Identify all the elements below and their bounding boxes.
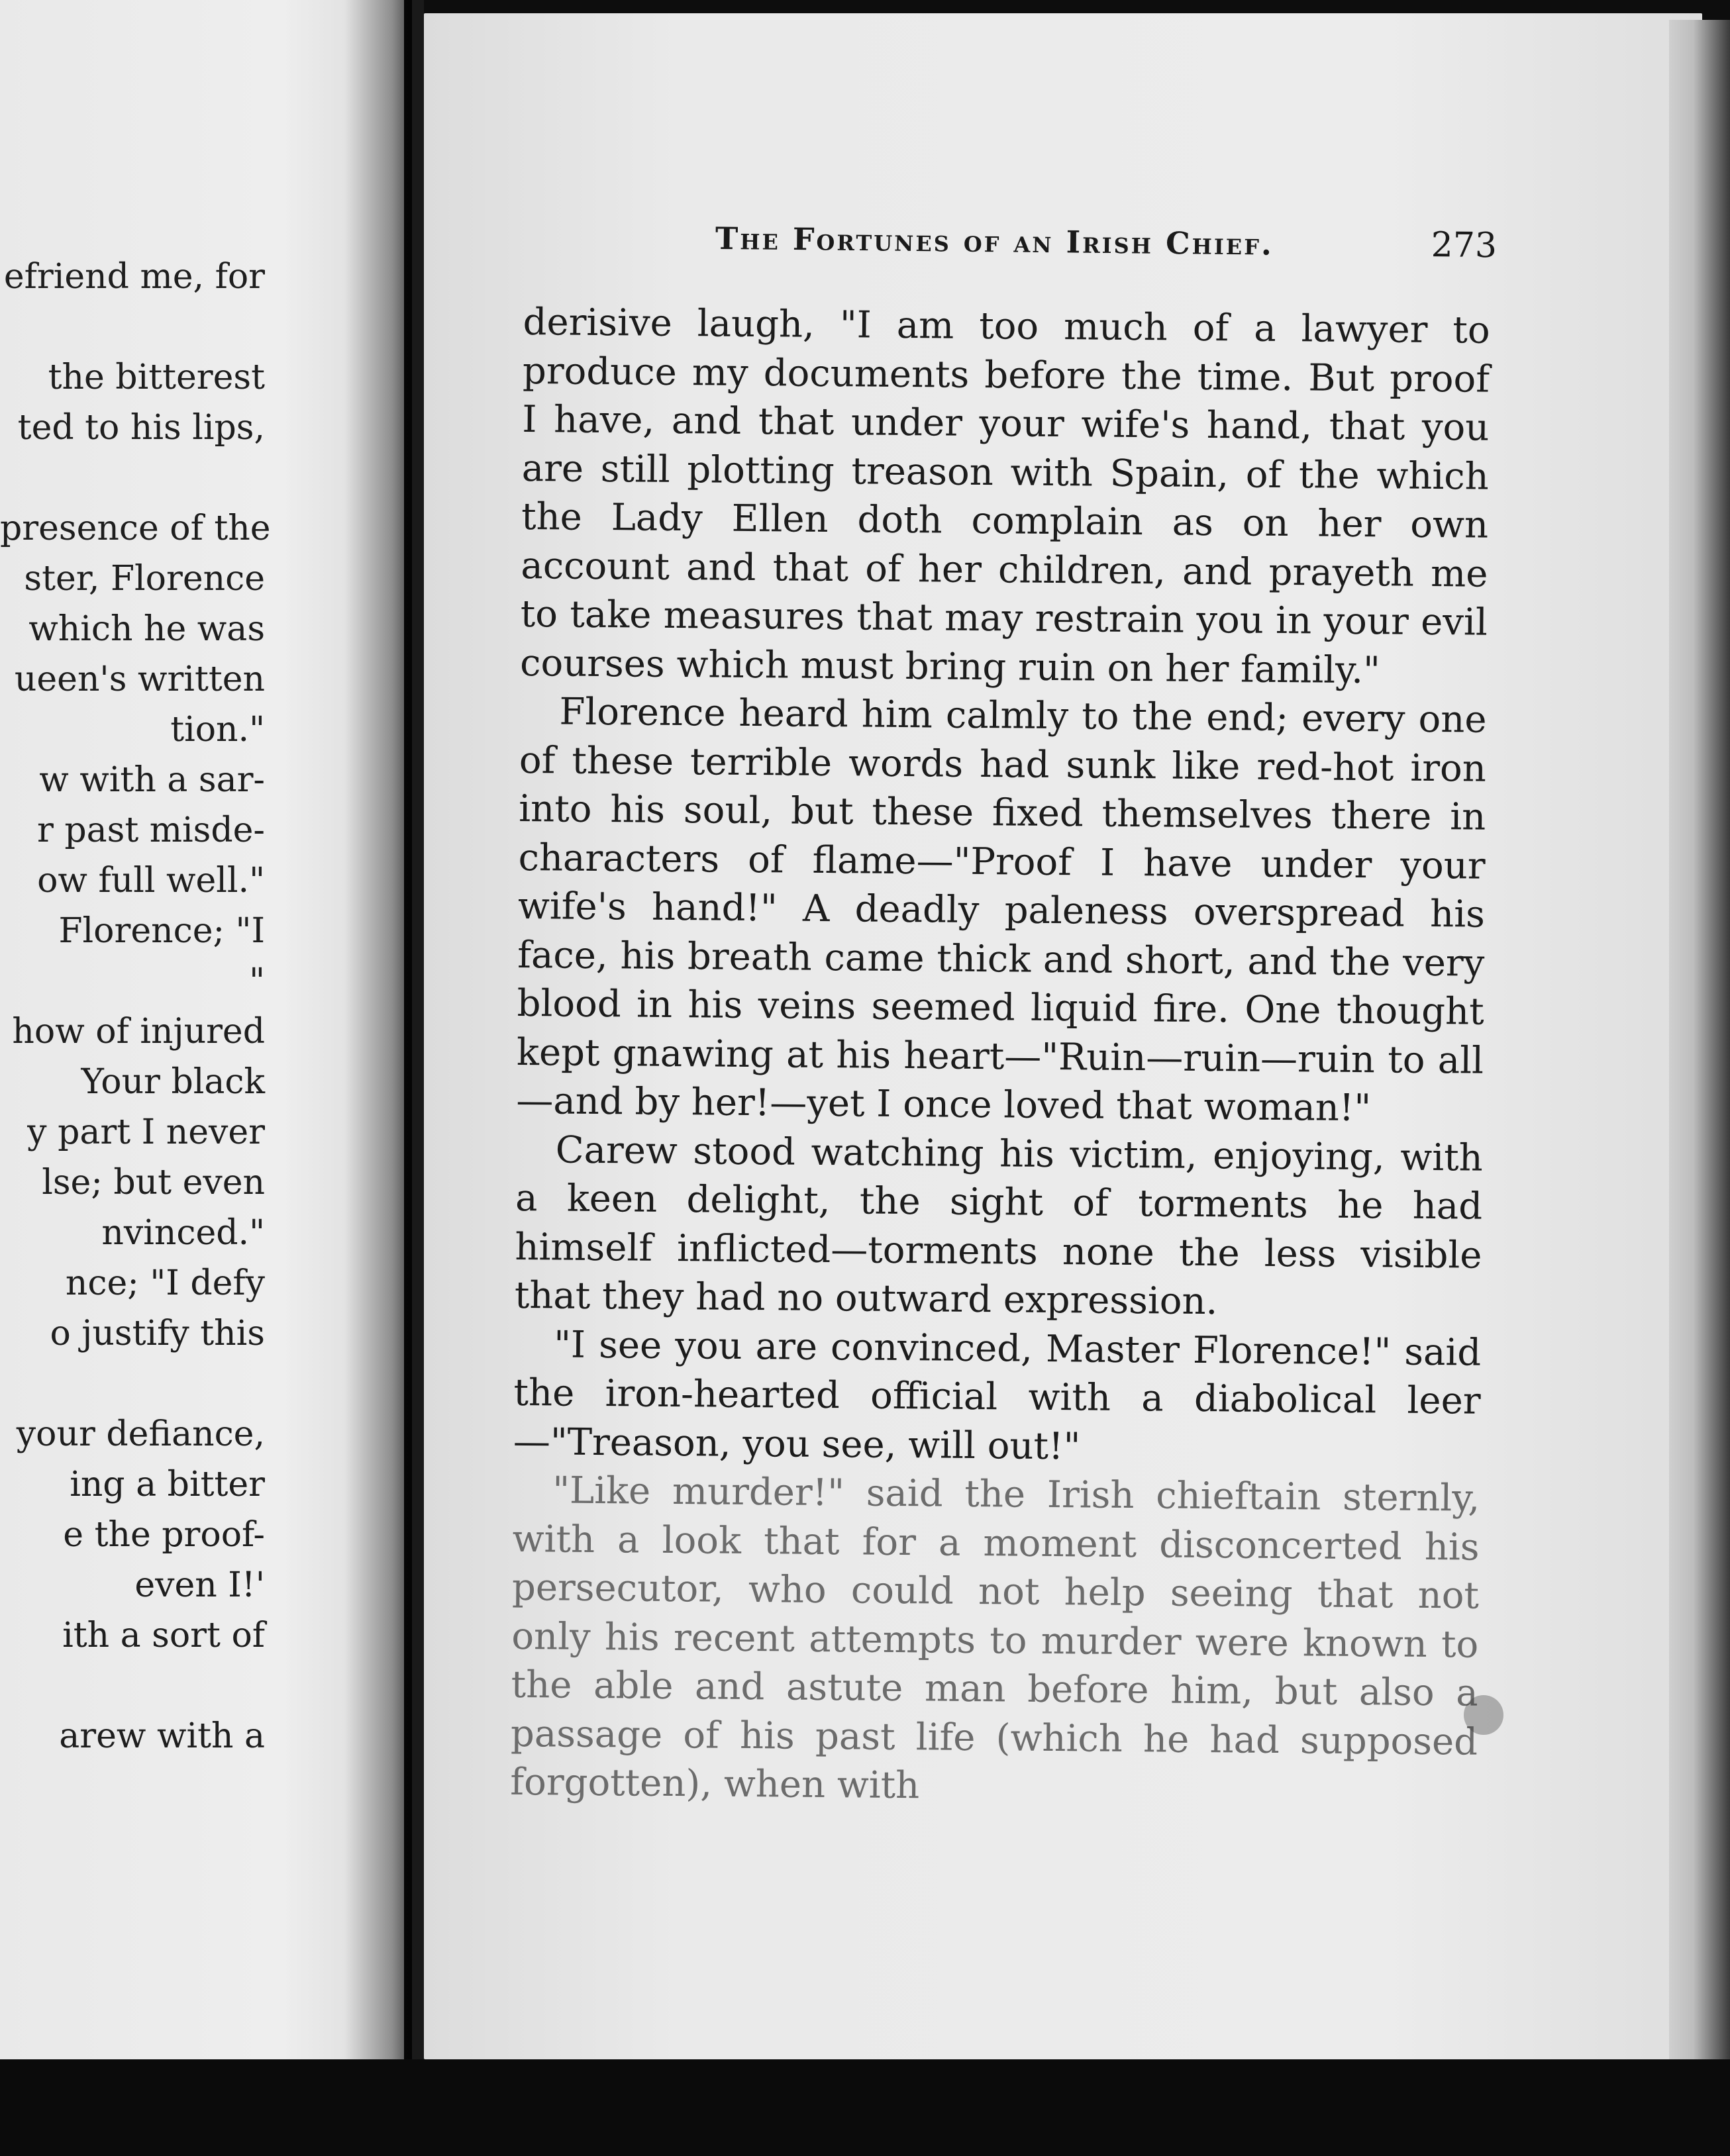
paragraph: "I see you are convinced, Master Florence!" said the iron-hearted official with a diabolical leer—"Treason, you see, will out!" bbox=[513, 1322, 1482, 1468]
left-page-line: how of injured bbox=[12, 1012, 265, 1052]
left-page-line: " bbox=[249, 961, 265, 1001]
paragraph: Florence heard him calmly to the end; every one of these terrible words had sunk like red-hot iron into his soul, but these fixed themselves there in characters of flame—"Proof I have under your wife's hand!" A deadly paleness overspread his face, his breath came thick and short, and the very blood in his veins seemed liquid fire. One thought kept gnawing at his heart—"Ruin—ruin—ruin to all—and by her!—yet I once loved that woman!" bbox=[516, 690, 1487, 1130]
left-page-line: ster, Florence bbox=[24, 559, 265, 599]
left-page-line: ow full well." bbox=[37, 861, 265, 901]
left-page-line: ted to his lips, bbox=[17, 408, 265, 448]
book-spine bbox=[412, 0, 424, 2073]
left-page-line: ith a sort of bbox=[62, 1616, 265, 1655]
left-page-line: presence of the bbox=[0, 509, 271, 548]
paragraph: "Like murder!" said the Irish chieftain sternly, with a look that for a moment disconcerted his persecutor, who could not help seeing that not only his recent attempts to murder were known to the able and astute man before him, but also a passage of his past life (which he had supposed forgotten), when with bbox=[510, 1469, 1480, 1808]
left-page-line: Your black bbox=[81, 1062, 265, 1102]
left-page-line: even I!' bbox=[134, 1565, 265, 1605]
left-page-line: ing a bitter bbox=[70, 1465, 265, 1504]
left-page-line: Florence; "I bbox=[58, 911, 265, 951]
left-page-line: y part I never bbox=[27, 1112, 265, 1152]
paragraph: Carew stood watching his victim, enjoying, with a keen delight, the sight of torments he had himself inflicted—torments none the less visible that they had no outward expression. bbox=[514, 1128, 1484, 1324]
left-page bbox=[0, 0, 404, 2059]
left-page-line: nvinced." bbox=[101, 1213, 265, 1253]
left-page-line: nce; "I defy bbox=[65, 1263, 265, 1303]
left-page-line bbox=[0, 453, 265, 503]
page-number: 273 bbox=[1431, 225, 1498, 266]
running-header bbox=[715, 218, 1498, 266]
left-page-line bbox=[0, 1661, 265, 1711]
left-page-line: the bitterest bbox=[48, 358, 265, 397]
page-edge bbox=[1669, 20, 1730, 2086]
left-page-line: r past misde- bbox=[36, 810, 265, 850]
left-page-text bbox=[0, 252, 271, 1761]
left-page-line: w with a sar- bbox=[39, 760, 265, 800]
left-page-line: o justify this bbox=[50, 1314, 265, 1353]
left-page-line: your defiance, bbox=[16, 1414, 265, 1454]
left-page-line: which he was bbox=[28, 609, 265, 649]
left-page-line: tion." bbox=[170, 710, 265, 750]
smudge-mark bbox=[1464, 1695, 1503, 1735]
left-page-line: ueen's written bbox=[14, 660, 265, 699]
left-page-line: lse; but even bbox=[42, 1163, 265, 1202]
paragraph: derisive laugh, "I am too much of a lawyer to produce my documents before the time. But proof I have, and that under your wife's hand, that you are still plotting treason with Spain, of the which the Lady Ellen doth complain as on her own account and that of her children, and prayeth me to take measures that may restrain you in your evil courses which must bring ruin on her family." bbox=[519, 300, 1490, 692]
left-page-line bbox=[0, 302, 265, 352]
left-page-line: efriend me, for bbox=[3, 257, 265, 297]
left-page-line: arew with a bbox=[59, 1716, 265, 1756]
background-surface bbox=[0, 2059, 1730, 2156]
page-body bbox=[510, 298, 1490, 1815]
running-head-title: The Fortunes of an Irish Chief. bbox=[715, 220, 1274, 262]
left-page-line: e the proof- bbox=[63, 1515, 265, 1555]
left-page-line bbox=[0, 1359, 265, 1409]
